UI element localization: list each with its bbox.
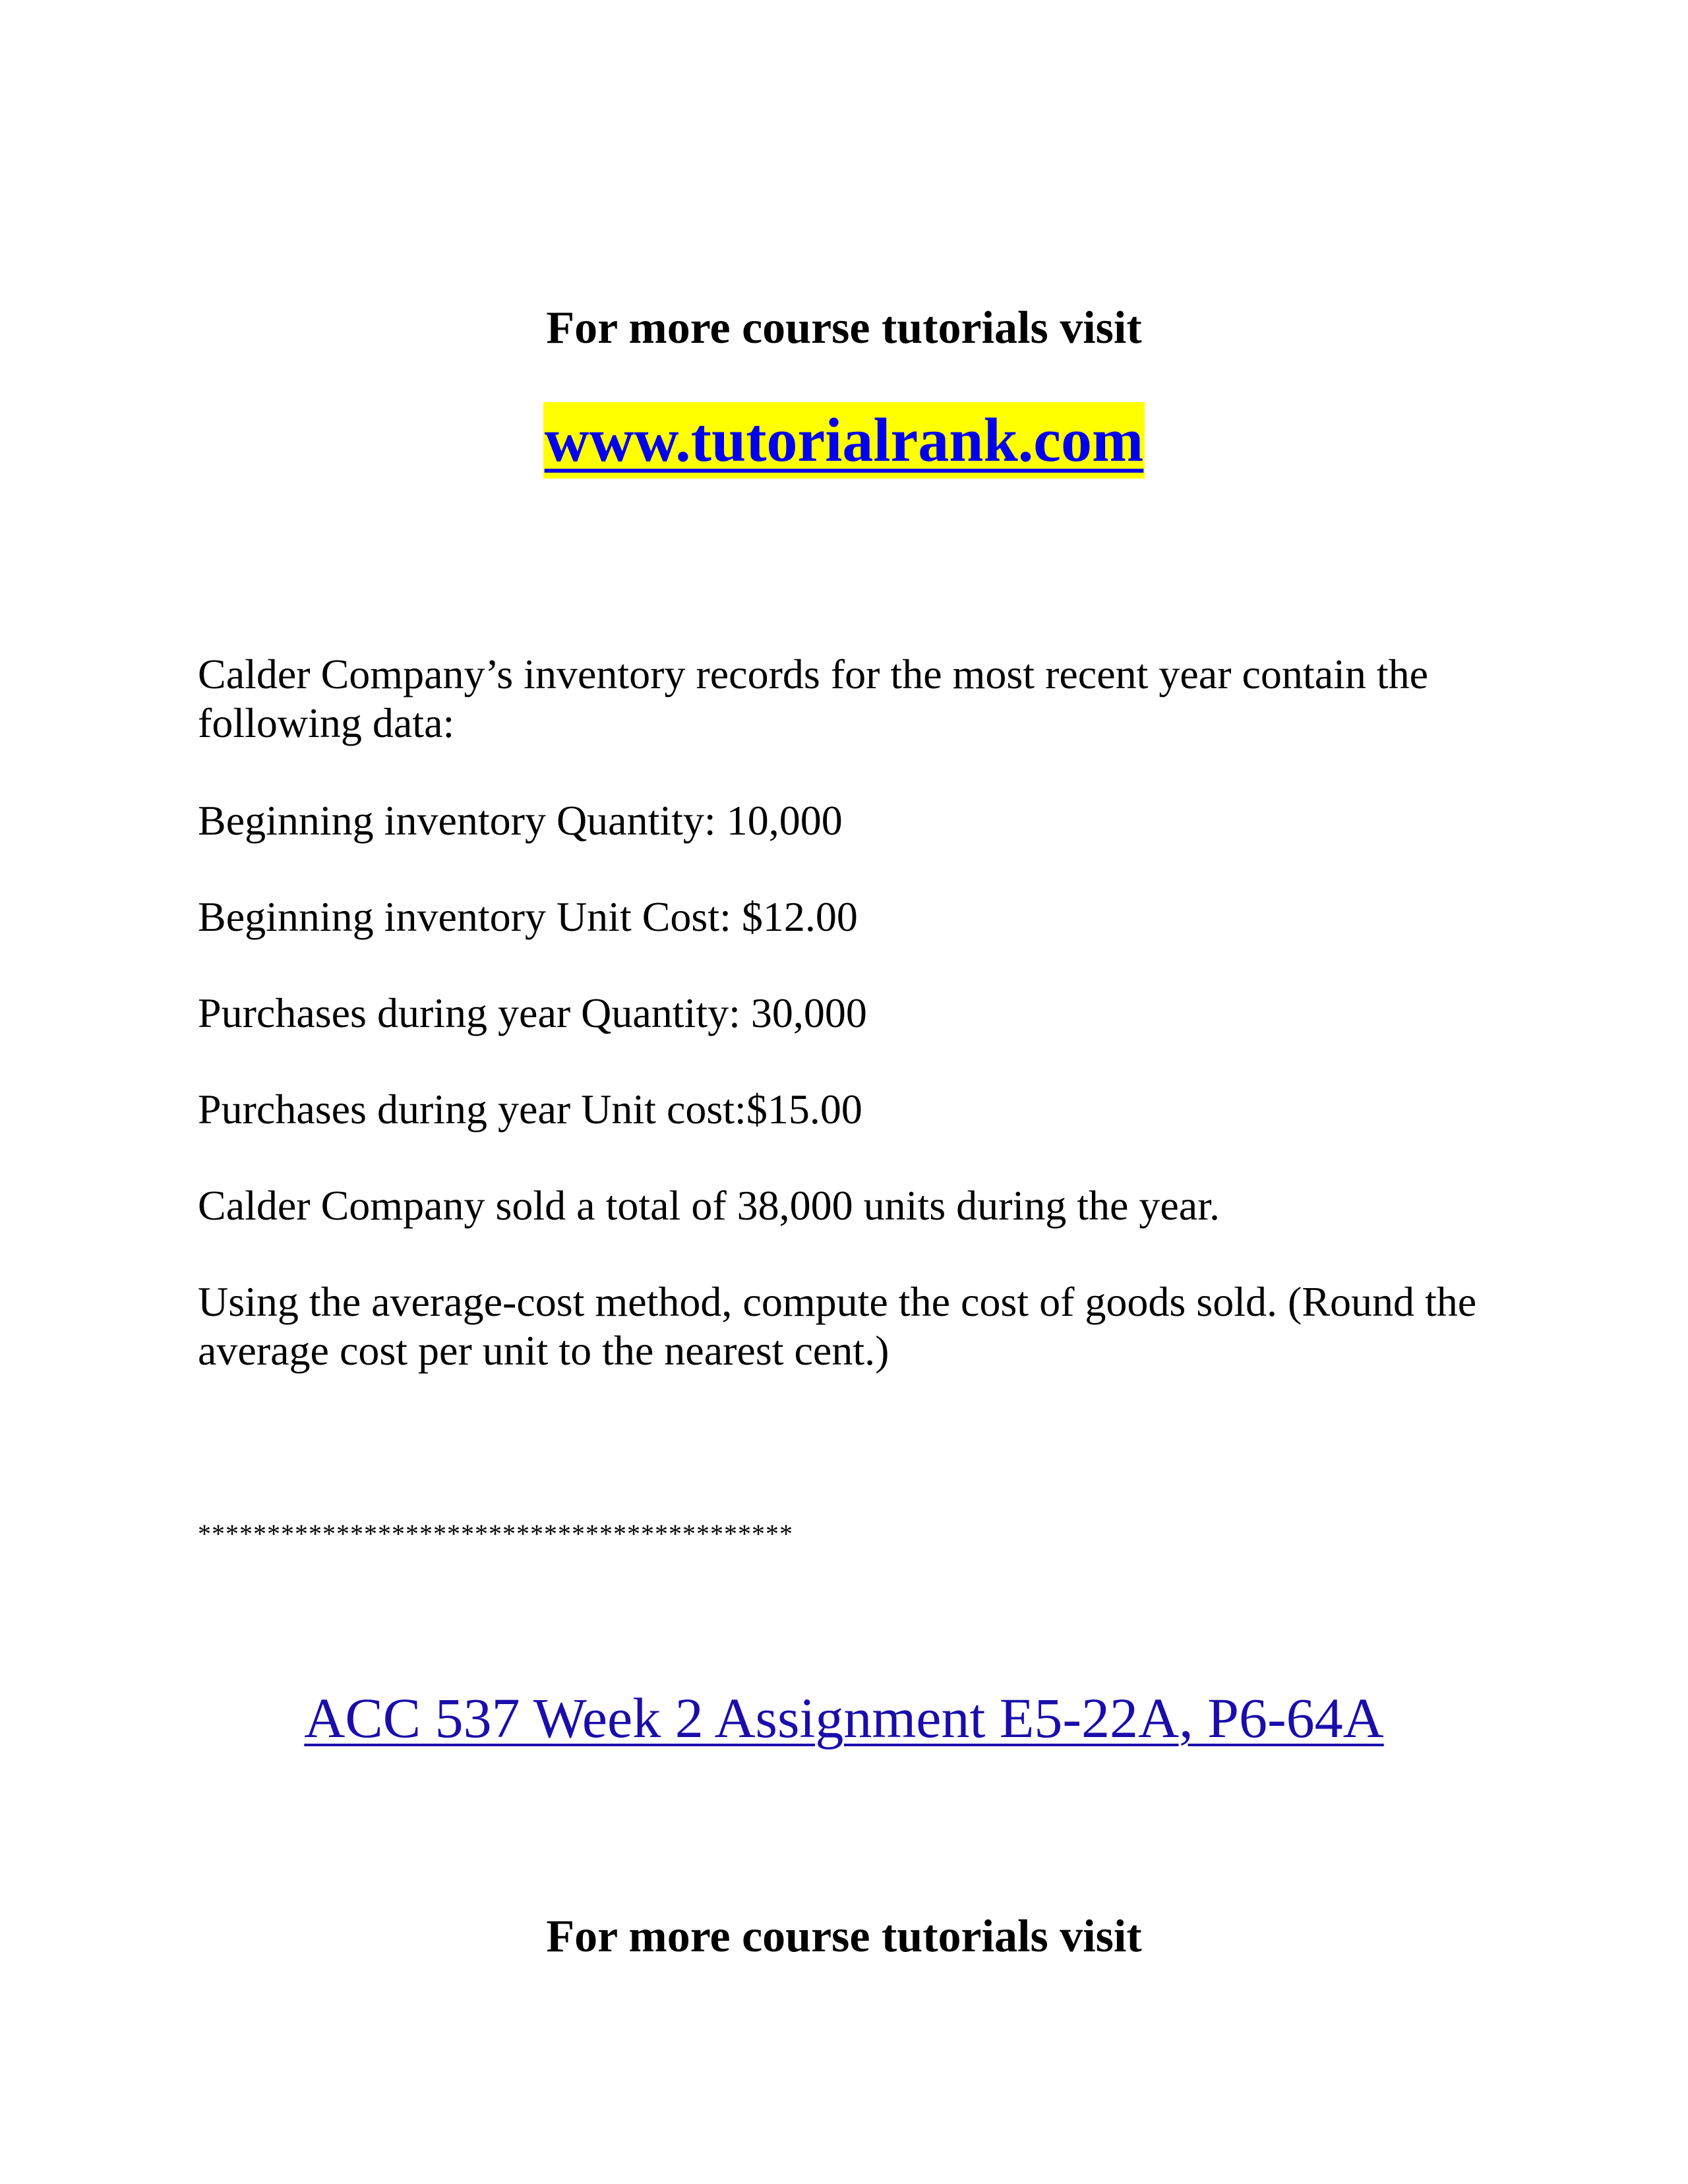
tagline-bottom: For more course tutorials visit bbox=[546, 1911, 1142, 1962]
site-link-container bbox=[0, 402, 1688, 479]
beginning-unit-cost-line: Beginning inventory Unit Cost: $12.00 bbox=[198, 893, 858, 940]
question-paragraph: Using the average-cost method, compute the cost of goods sold. (Round the average cost per unit to the nearest cent.) bbox=[198, 1278, 1477, 1374]
beginning-quantity-line: Beginning inventory Quantity: 10,000 bbox=[198, 797, 843, 844]
purchases-unit-cost-line: Purchases during year Unit cost:$15.00 bbox=[198, 1086, 862, 1133]
tagline-top: For more course tutorials visit bbox=[546, 303, 1142, 353]
course-link-container bbox=[0, 1685, 1688, 1751]
purchases-quantity-line: Purchases during year Quantity: 30,000 bbox=[198, 989, 867, 1036]
site-link[interactable]: www.tutorialrank.com bbox=[543, 402, 1145, 479]
course-link[interactable]: ACC 537 Week 2 Assignment E5-22A, P6-64A bbox=[304, 1686, 1384, 1750]
separator-line: ******************************************* bbox=[198, 1519, 793, 1549]
intro-paragraph: Calder Company’s inventory records for the most recent year contain the following data: bbox=[198, 651, 1429, 746]
units-sold-line: Calder Company sold a total of 38,000 units during the year. bbox=[198, 1182, 1220, 1229]
